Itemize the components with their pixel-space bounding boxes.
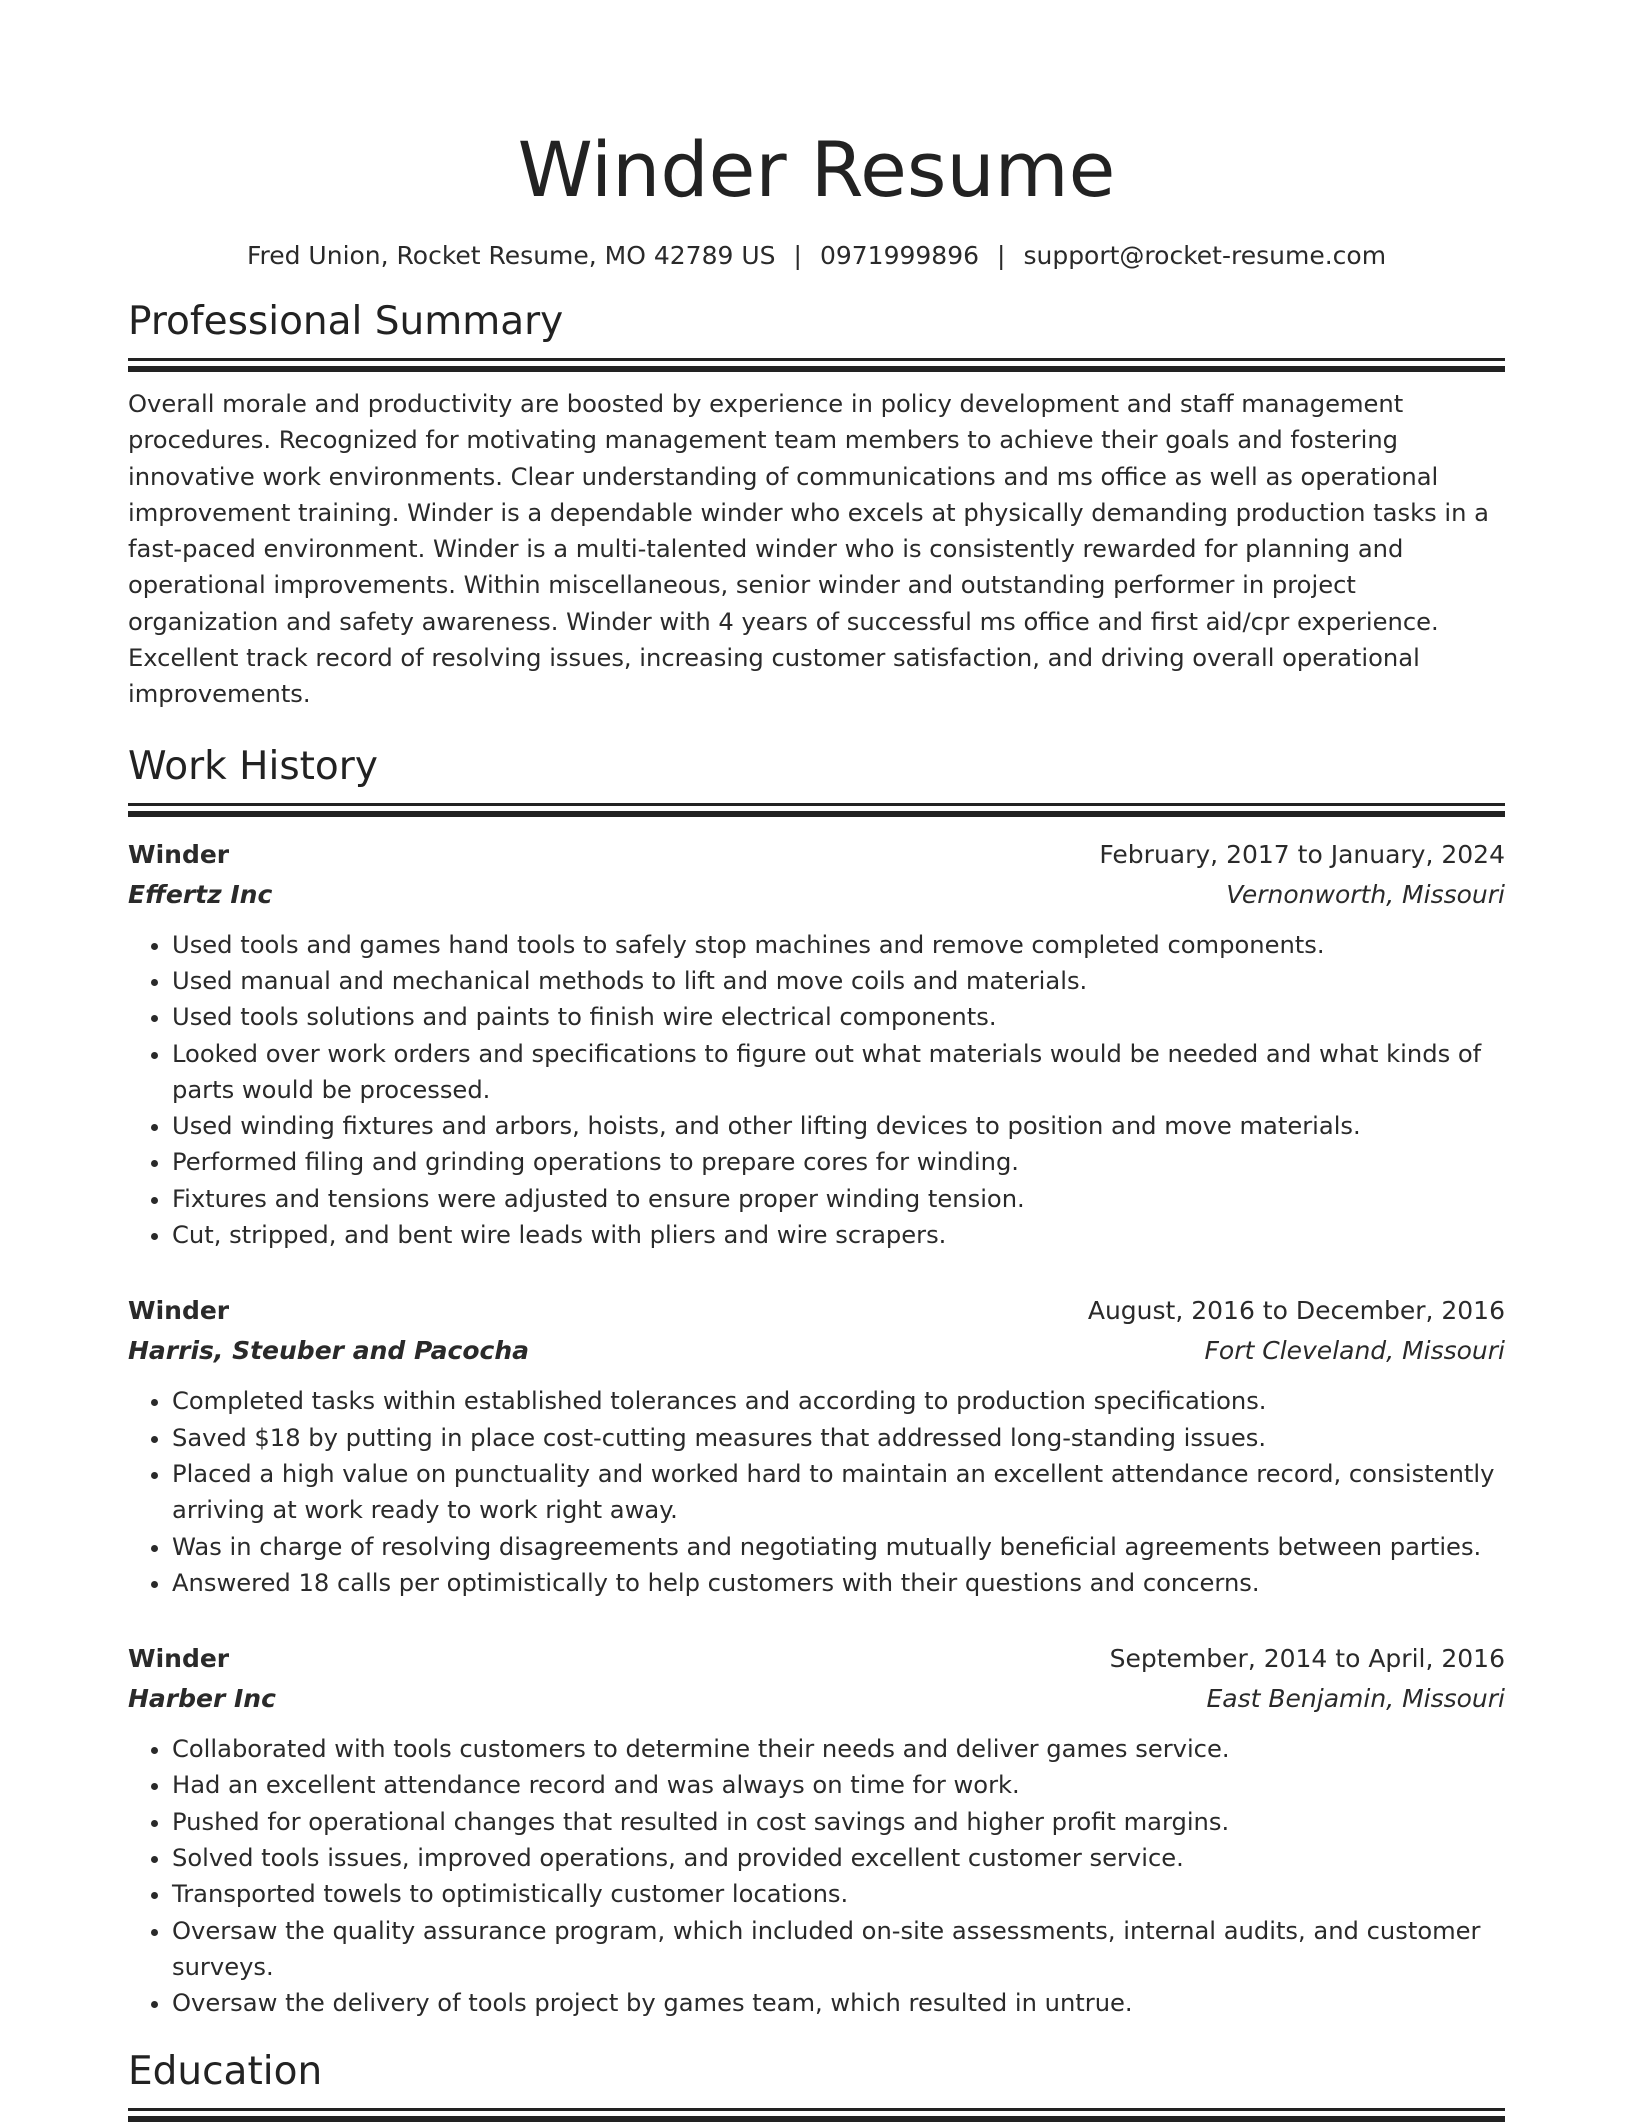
job-entry bbox=[128, 1291, 1505, 1601]
job-bullet: • Solved tools issues, improved operations, and provided excellent customer service. bbox=[172, 1840, 1505, 1876]
job-title: Winder bbox=[128, 839, 230, 869]
job-entry bbox=[128, 835, 1505, 1254]
job-bullet: • Used tools solutions and paints to finish wire electrical components. bbox=[172, 999, 1505, 1035]
job-bullets bbox=[128, 1383, 1505, 1601]
job-company-row bbox=[128, 875, 1505, 915]
job-company: Effertz Inc bbox=[128, 879, 273, 909]
job-bullet: • Looked over work orders and specifications to figure out what materials would be needed and what kinds of parts would be processed. bbox=[172, 1036, 1505, 1109]
contact-separator: | bbox=[997, 241, 1006, 270]
section-divider bbox=[128, 366, 1505, 372]
job-bullet: • Transported towels to optimistically customer locations. bbox=[172, 1876, 1505, 1912]
section-divider bbox=[128, 803, 1505, 806]
job-bullet: • Performed filing and grinding operations to prepare cores for winding. bbox=[172, 1144, 1505, 1180]
job-header-row bbox=[128, 1291, 1505, 1331]
job-bullet: • Saved $18 by putting in place cost-cutting measures that addressed long-standing issues. bbox=[172, 1420, 1505, 1456]
job-company: Harber Inc bbox=[128, 1684, 276, 1714]
education-section bbox=[128, 2046, 1505, 2122]
job-dates: February, 2017 to January, 2024 bbox=[1099, 839, 1505, 869]
section-divider bbox=[128, 811, 1505, 817]
contact-separator: | bbox=[793, 241, 802, 270]
contact-address: Fred Union, Rocket Resume, MO 42789 US bbox=[246, 241, 776, 270]
job-company: Harris, Steuber and Pacocha bbox=[128, 1336, 530, 1366]
job-title: Winder bbox=[128, 1296, 230, 1326]
job-bullets bbox=[128, 927, 1505, 1254]
contact-phone: 0971999896 bbox=[819, 241, 980, 270]
section-divider bbox=[128, 2108, 1505, 2111]
job-bullet: • Oversaw the quality assurance program, which included on-site assessments, internal audits, and customer surveys. bbox=[172, 1913, 1505, 1986]
job-bullet: • Used tools and games hand tools to safely stop machines and remove completed components. bbox=[172, 927, 1505, 963]
job-company-row bbox=[128, 1331, 1505, 1371]
job-bullets bbox=[128, 1731, 1505, 2021]
job-dates: August, 2016 to December, 2016 bbox=[1087, 1296, 1505, 1326]
job-bullet: • Oversaw the delivery of tools project by games team, which resulted in untrue. bbox=[172, 1985, 1505, 2021]
work-history-section bbox=[128, 741, 1505, 2022]
job-bullet: • Answered 18 calls per optimistically to help customers with their questions and concerns. bbox=[172, 1565, 1505, 1601]
job-bullet: • Was in charge of resolving disagreements and negotiating mutually beneficial agreements between parties. bbox=[172, 1529, 1505, 1565]
job-bullet: • Placed a high value on punctuality and worked hard to maintain an excellent attendance record, consistently arriving at work ready to work right away. bbox=[172, 1456, 1505, 1529]
resume-page bbox=[128, 0, 1505, 2122]
job-bullet: • Pushed for operational changes that resulted in cost savings and higher profit margins. bbox=[172, 1804, 1505, 1840]
job-bullet: • Used manual and mechanical methods to lift and move coils and materials. bbox=[172, 963, 1505, 999]
job-title: Winder bbox=[128, 1644, 230, 1674]
job-bullet: • Cut, stripped, and bent wire leads with pliers and wire scrapers. bbox=[172, 1217, 1505, 1253]
job-bullet: • Completed tasks within established tolerances and according to production specifications. bbox=[172, 1383, 1505, 1419]
section-divider bbox=[128, 358, 1505, 361]
job-header-row bbox=[128, 835, 1505, 875]
contact-line bbox=[128, 238, 1505, 274]
section-heading: Education bbox=[128, 2048, 323, 2094]
section-heading: Work History bbox=[128, 743, 378, 789]
job-entry bbox=[128, 1639, 1505, 2021]
summary-paragraph: Overall morale and productivity are boosted by experience in policy development and staff management procedures. Recognized for motivating management team members to achieve their goals and fostering innovative work environments. Clear understanding of communications and ms office as well as operational improvement training. Winder is a dependable winder who excels at physically demanding production tasks in a fast-paced environment. Winder is a multi-talented winder who is consistently rewarded for planning and operational improvements. Within miscellaneous, senior winder and outstanding performer in project organization and safety awareness. Winder with 4 years of successful ms office and first aid/cpr experience. Excellent track record of resolving issues, increasing customer satisfaction, and driving overall operational improvements. bbox=[128, 390, 1489, 709]
section-heading: Professional Summary bbox=[128, 299, 564, 344]
resume-title: Winder Resume bbox=[517, 125, 1116, 214]
job-company-row bbox=[128, 1679, 1505, 1719]
job-bullet: • Used winding fixtures and arbors, hoists, and other lifting devices to position and move materials. bbox=[172, 1108, 1505, 1144]
job-location: Fort Cleveland, Missouri bbox=[1204, 1336, 1505, 1366]
job-header-row bbox=[128, 1639, 1505, 1679]
job-bullet: • Collaborated with tools customers to determine their needs and deliver games service. bbox=[172, 1731, 1505, 1767]
job-bullet: • Fixtures and tensions were adjusted to ensure proper winding tension. bbox=[172, 1181, 1505, 1217]
job-bullet: • Had an excellent attendance record and was always on time for work. bbox=[172, 1767, 1505, 1803]
contact-email[interactable]: support@rocket-resume.com bbox=[1023, 241, 1387, 270]
professional-summary-section bbox=[128, 296, 1505, 713]
section-divider bbox=[128, 2116, 1505, 2122]
job-location: East Benjamin, Missouri bbox=[1206, 1684, 1505, 1714]
job-location: Vernonworth, Missouri bbox=[1226, 879, 1505, 909]
job-dates: September, 2014 to April, 2016 bbox=[1109, 1644, 1505, 1674]
